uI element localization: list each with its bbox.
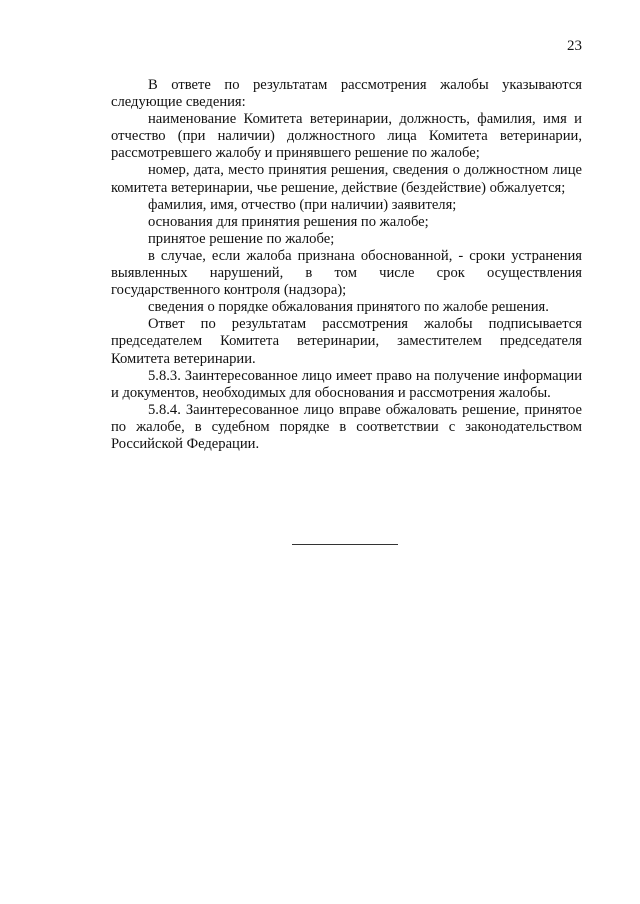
document-body xyxy=(111,77,582,453)
paragraph-committee-official: наименование Комитета ветеринарии, должность, фамилия, имя и отчество (при наличии) должностного лица Комитета ветеринарии, рассмотревшего жалобу и принявшего решение по жалобе; xyxy=(111,111,582,162)
paragraph-decision-taken: принятое решение по жалобе; xyxy=(148,230,335,247)
paragraph-appeal-procedure: сведения о порядке обжалования принятого по жалобе решения. xyxy=(148,299,549,316)
paragraph-response-signature: Ответ по результатам рассмотрения жалобы подписывается председателем Комитета ветеринарии, заместителем председателя Комитета ветеринарии. xyxy=(111,316,582,367)
paragraph-decision-details: номер, дата, место принятия решения, сведения о должностном лице комитета ветеринарии, чье решение, действие (бездействие) обжалуется; xyxy=(111,162,582,196)
paragraph-decision-grounds: основания для принятия решения по жалобе; xyxy=(148,213,429,230)
end-separator-line xyxy=(292,544,398,545)
page-number: 23 xyxy=(567,38,582,54)
paragraph-5-8-3: 5.8.3. Заинтересованное лицо имеет право на получение информации и документов, необходимых для обоснования и рассмотрения жалобы. xyxy=(111,367,582,401)
paragraph-response-intro: В ответе по результатам рассмотрения жалобы указываются следующие сведения: xyxy=(111,77,582,111)
paragraph-applicant-name: фамилия, имя, отчество (при наличии) заявителя; xyxy=(148,196,457,213)
paragraph-5-8-4: 5.8.4. Заинтересованное лицо вправе обжаловать решение, принятое по жалобе, в судебном порядке в соответствии с законодательством Российской Федерации. xyxy=(111,401,582,452)
paragraph-remedy-terms: в случае, если жалоба признана обоснованной, - сроки устранения выявленных нарушений, в том числе срок осуществления государственного контроля (надзора); xyxy=(111,247,582,299)
